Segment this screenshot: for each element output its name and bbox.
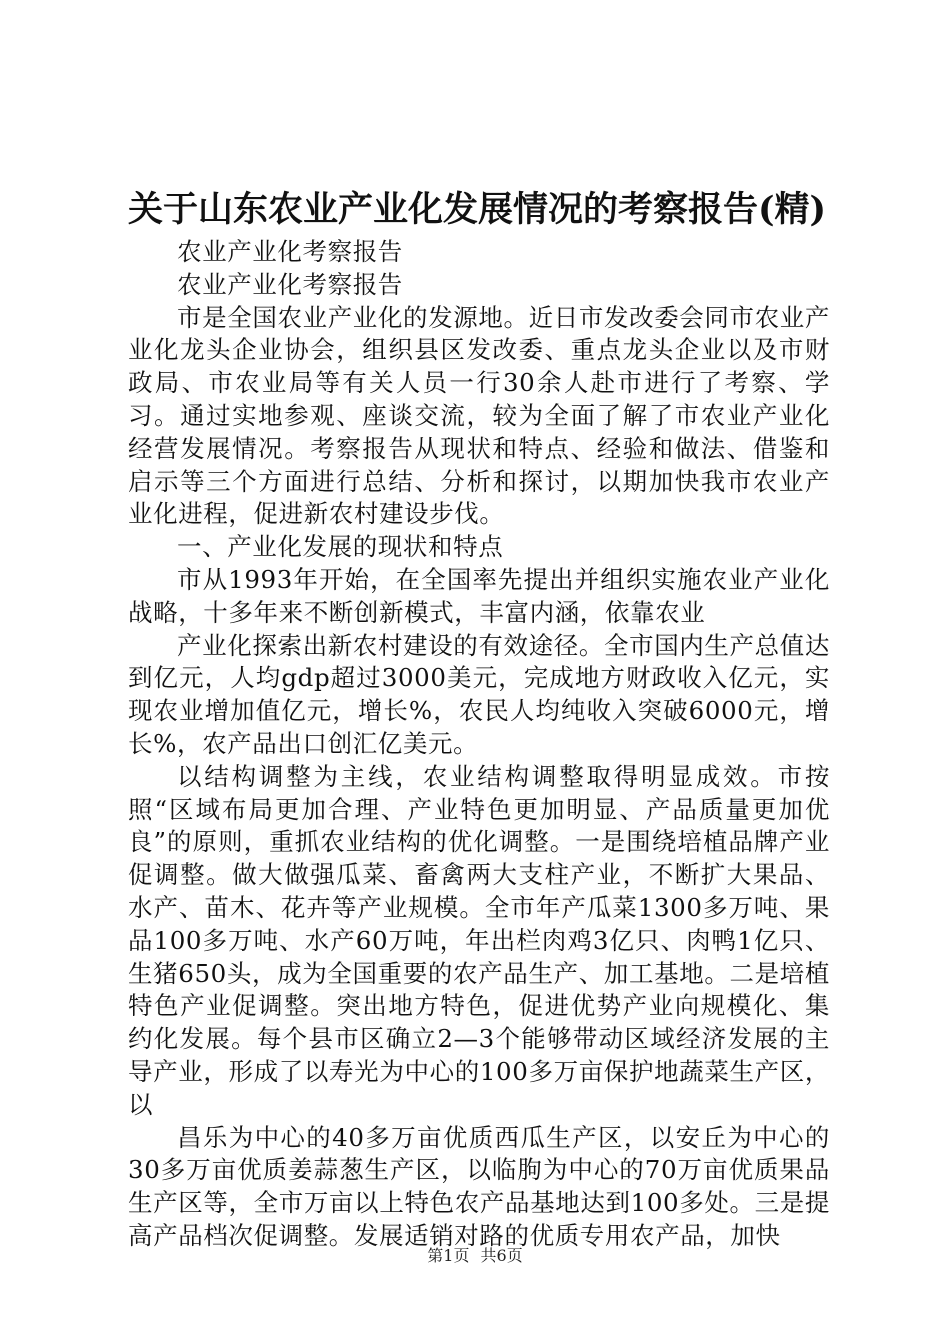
paragraph-subtitle-1: 农业产业化考察报告 <box>177 237 403 266</box>
document-body <box>128 236 830 1253</box>
paragraph-intro: 市是全国农业产业化的发源地。近日市发改委会同市农业产业化龙头企业协会，组织县区发改委、重点龙头企业以及市财政局、市农业局等有关人员一行30余人赴市进行了考察、学习。通过实地参观、座谈交流，较为全面了解了市农业产业化经营发展情况。考察报告从现状和特点、经验和做法、借鉴和启示等三个方面进行总结、分析和探讨，以期加快我市农业产业化进程，促进新农村建设步伐。 <box>128 302 830 529</box>
paragraph-regions: 昌乐为中心的40多万亩优质西瓜生产区，以安丘为中心的30多万亩优质姜蒜葱生产区，以临朐为中心的70万亩优质果品生产区等，全市万亩以上特色农产品基地达到100多处。三是提高产品档次促调整。发展适销对路的优质专用农产品，加快 <box>128 1122 830 1250</box>
paragraph-structure: 以结构调整为主线，农业结构调整取得明显成效。市按照“区域布局更加合理、产业特色更加明显、产品质量更加优良”的原则，重抓农业结构的优化调整。一是围绕培植品牌产业促调整。做大做强瓜菜、畜禽两大支柱产业，不断扩大果品、水产、苗木、花卉等产业规模。全市年产瓜菜1300多万吨、果品100多万吨、水产60万吨，年出栏肉鸡3亿只、肉鸭1亿只、生猪650头，成为全国重要的农产品生产、加工基地。二是培植特色产业促调整。突出地方特色，促进优势产业向规模化、集约化发展。每个县市区确立2—3个能够带动区域经济发展的主导产业，形成了以寿光为中心的100多万亩保护地蔬菜生产区，以 <box>128 761 830 1119</box>
document-title: 关于山东农业产业化发展情况的考察报告(精) <box>128 189 827 230</box>
paragraph-economy: 产业化探索出新农村建设的有效途径。全市国内生产总值达到亿元，人均gdp超过3000美元，完成地方财政收入亿元，实现农业增加值亿元，增长%，农民人均纯收入突破6000元，增长%，农产品出口创汇亿美元。 <box>128 630 830 758</box>
paragraph-subtitle-2: 农业产业化考察报告 <box>177 269 403 299</box>
section-heading-1: 一、产业化发展的现状和特点 <box>177 532 504 562</box>
page-total: 共6页 <box>480 1246 523 1265</box>
page-number: 第1页 <box>427 1246 470 1265</box>
paragraph-strategy: 市从1993年开始，在全国率先提出并组织实施农业产业化战略，十多年来不断创新模式，丰富内涵，依靠农业 <box>128 564 830 627</box>
page-footer <box>0 1246 950 1266</box>
